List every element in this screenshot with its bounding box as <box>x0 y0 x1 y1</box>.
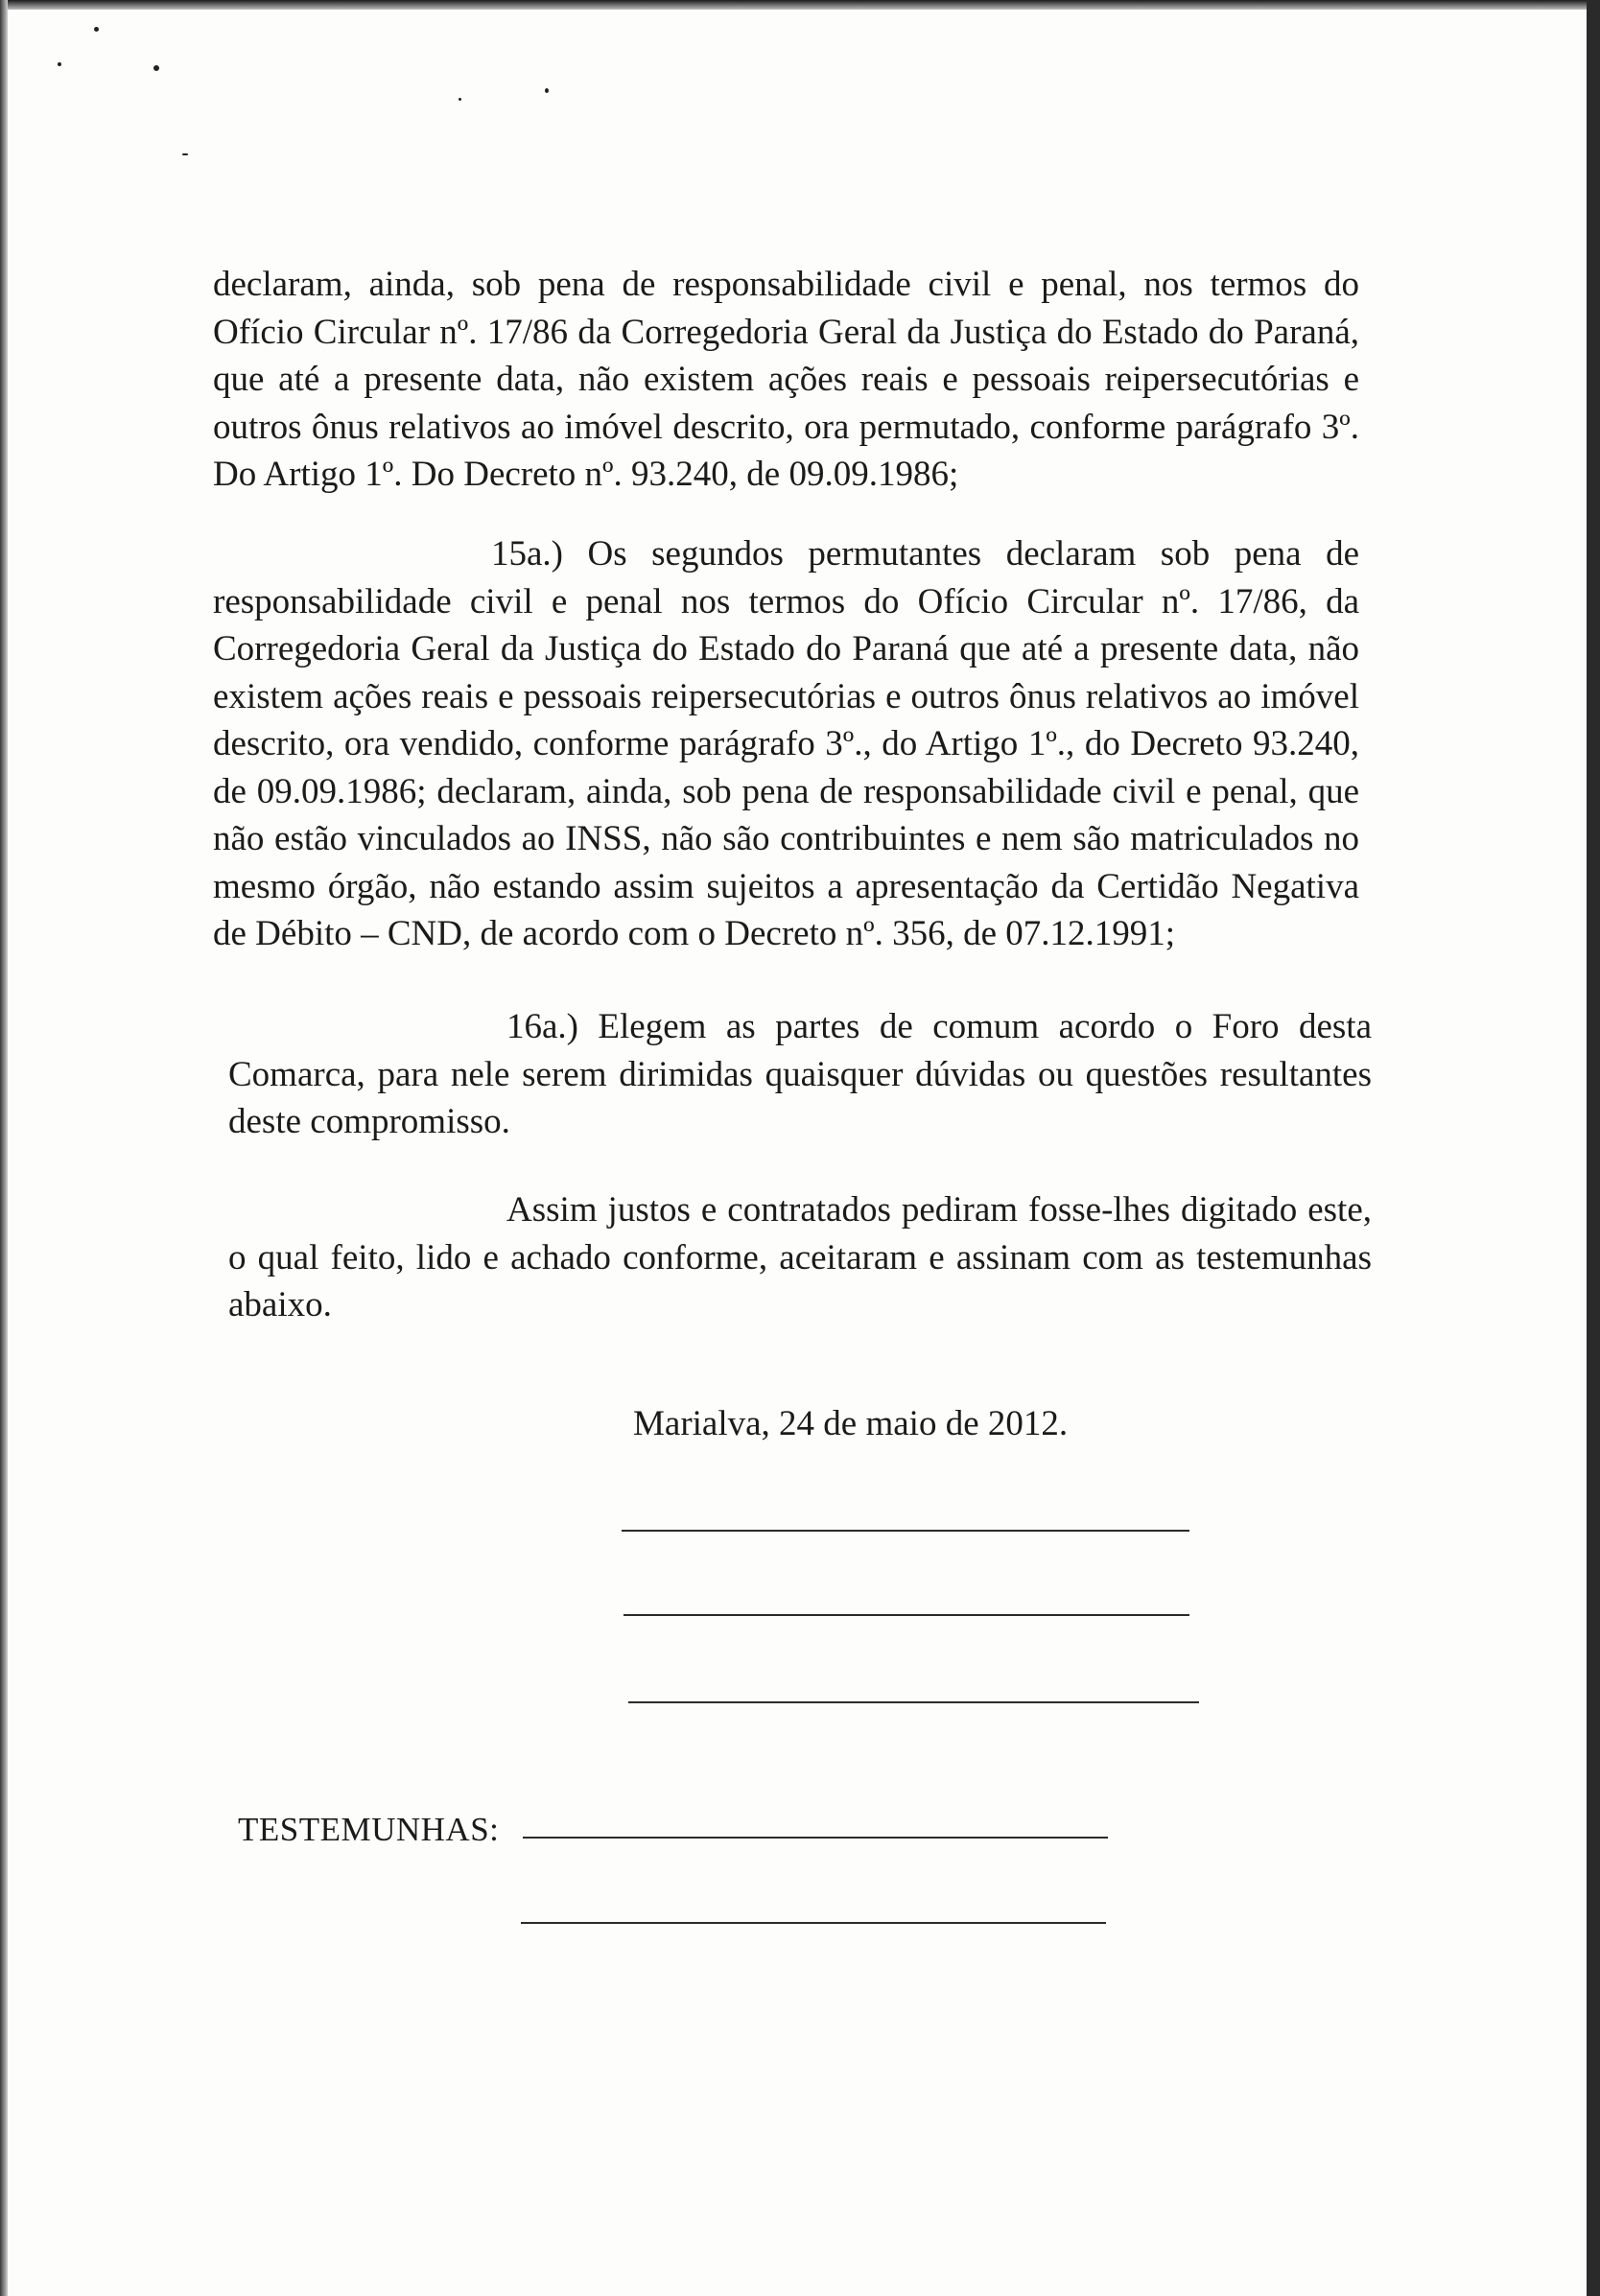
witness-label: TESTEMUNHAS: <box>238 1811 500 1848</box>
date-line: Marialva, 24 de maio de 2012. <box>633 1404 1069 1443</box>
scan-speck <box>182 153 188 155</box>
paragraph-clause-16: 16a.) Elegem as partes de comum acordo o Foro desta Comarca, para nele serem dirimidas quaisquer dúvidas ou questões resultantes deste compromisso. <box>228 1007 1372 1141</box>
signature-line-1 <box>622 1530 1189 1532</box>
scan-speck <box>545 88 549 93</box>
paragraph-continuation: declaram, ainda, sob pena de responsabilidade civil e penal, nos termos do Ofício Circular nº. 17/86 da Corregedoria Geral da Justiça do Estado do Paraná, que até a presente data, não existem ações reais e pessoais reipersecutórias e outros ônus relativos ao imóvel descrito, ora permutado, conforme parágrafo 3º. Do Artigo 1º. Do Decreto nº. 93.240, de 09.09.1986; <box>213 265 1359 494</box>
witness-signature-line-1 <box>523 1837 1108 1839</box>
scan-speck <box>459 98 461 101</box>
scan-speck <box>94 27 99 32</box>
scan-speck <box>58 62 61 66</box>
signature-line-3 <box>628 1701 1199 1703</box>
scan-speck <box>153 65 159 71</box>
paragraph-clause-15: 15a.) Os segundos permutantes declaram sob pena de responsabilidade civil e penal nos termos do Ofício Circular nº. 17/86, da Corregedoria Geral da Justiça do Estado do Paraná que até a presente data, não existem ações reais e pessoais reipersecutórias e outros ônus relativos ao imóvel descrito, ora vendido, conforme parágrafo 3º., do Artigo 1º., do Decreto 93.240, de 09.09.1986; declaram, ainda, sob pena de responsabilidade civil e penal, que não estão vinculados ao INSS, não são contribuintes e nem são matriculados no mesmo órgão, não estando assim sujeitos a apresentação da Certidão Negativa de Débito – CND, de acordo com o Decreto nº. 356, de 07.12.1991; <box>213 534 1359 953</box>
signature-line-2 <box>624 1614 1189 1616</box>
scan-left-edge <box>0 0 8 2296</box>
witness-signature-line-2 <box>521 1922 1106 1924</box>
paragraph-closing: Assim justos e contratados pediram fosse-lhes digitado este, o qual feito, lido e achado conforme, aceitaram e assinam com as testemunhas abaixo. <box>228 1190 1372 1324</box>
scan-right-edge <box>1587 0 1600 2296</box>
scan-top-edge <box>0 0 1600 10</box>
